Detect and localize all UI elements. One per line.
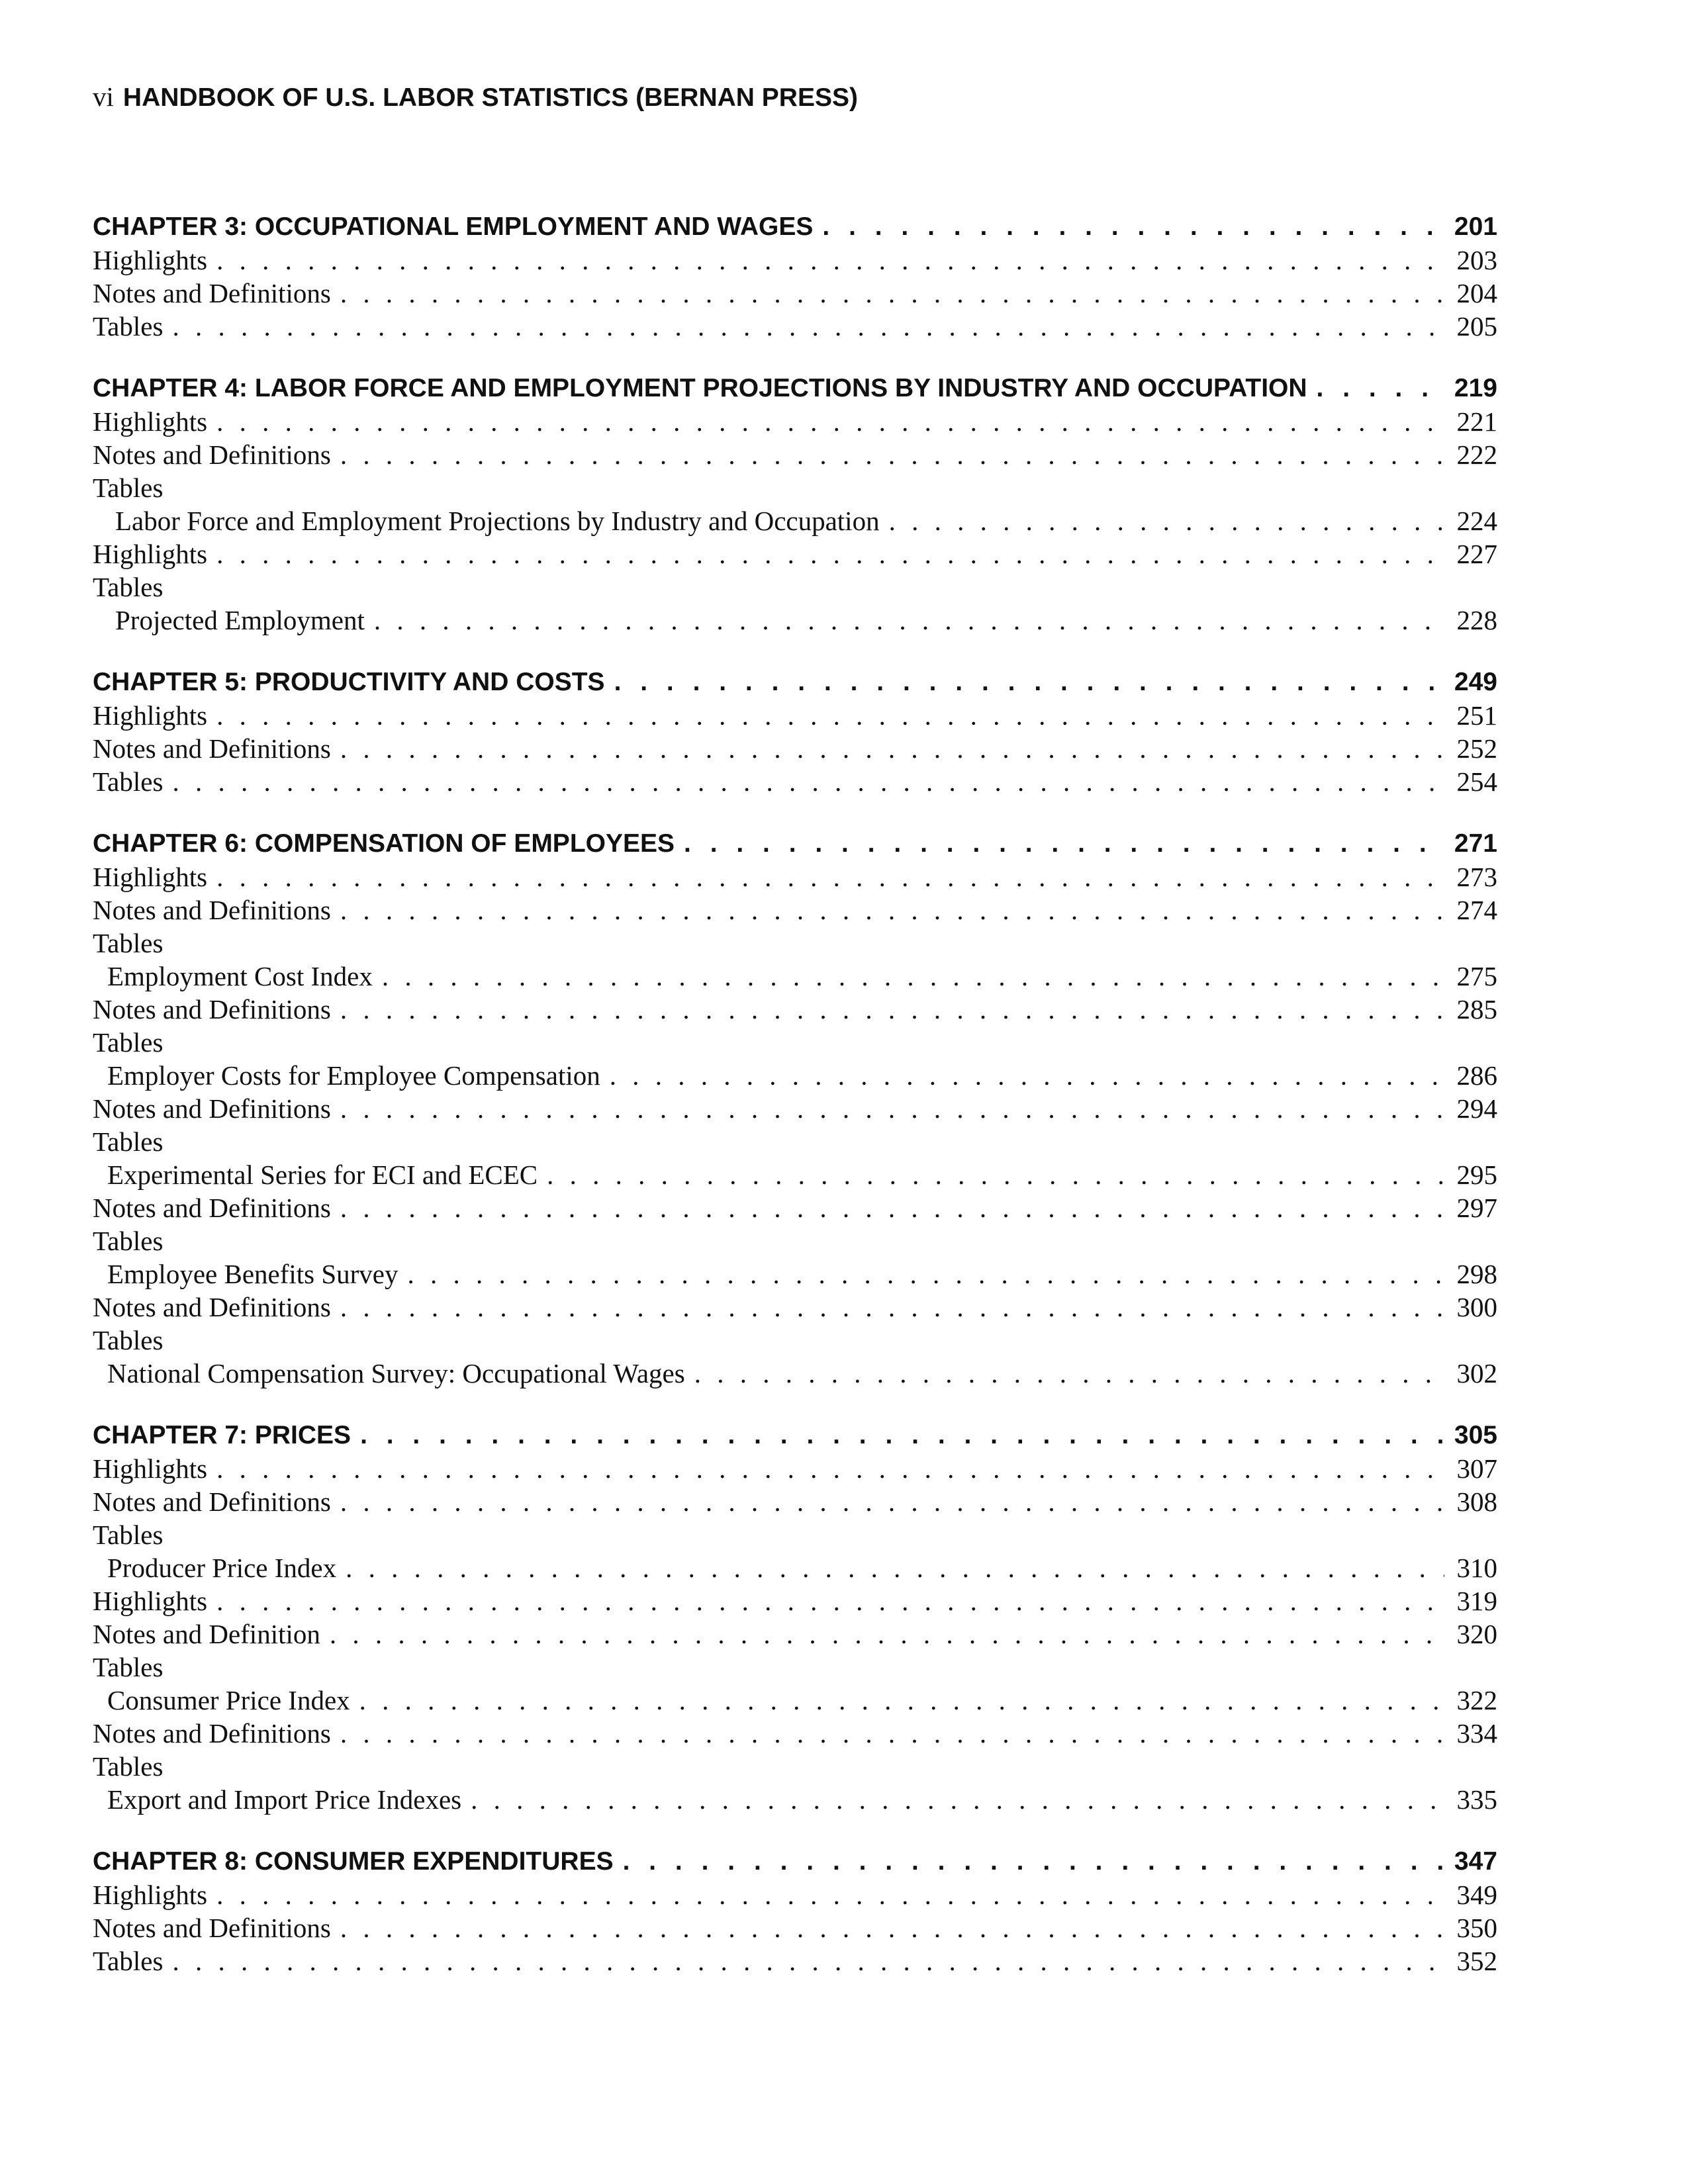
running-head-title: HANDBOOK OF U.S. LABOR STATISTICS (BERNAN PRESS)	[122, 83, 858, 112]
toc-entry-label: Tables	[93, 928, 164, 958]
toc-page-number: 298	[1456, 1259, 1497, 1289]
toc-entry-label: Employee Benefits Survey	[107, 1259, 399, 1289]
toc-entry	[93, 1783, 1497, 1816]
toc-chapter-block	[93, 210, 1497, 343]
toc-page-number: 224	[1456, 506, 1497, 536]
dot-leader	[340, 438, 1444, 471]
toc-page-number: 322	[1456, 1685, 1497, 1715]
toc-entry	[93, 1291, 1497, 1324]
dot-leader	[340, 1191, 1444, 1224]
toc-page-number: 271	[1454, 829, 1497, 858]
toc-entry-label: CHAPTER 8: CONSUMER EXPENDITURES	[93, 1847, 614, 1876]
toc-entry	[93, 1911, 1497, 1944]
toc-page-number: 294	[1456, 1093, 1497, 1124]
toc-entry	[93, 244, 1497, 277]
toc-entry-label: Tables	[93, 1126, 164, 1157]
toc-entry-label: Experimental Series for ECI and ECEC	[107, 1160, 538, 1190]
toc-entry	[93, 405, 1497, 438]
dot-leader	[340, 1291, 1444, 1324]
toc-entry-label: Tables	[93, 1751, 164, 1782]
dot-leader	[172, 310, 1444, 343]
toc-entry	[93, 310, 1497, 343]
toc-entry	[93, 1224, 1497, 1257]
dot-leader	[610, 1059, 1444, 1092]
toc-page-number: 252	[1456, 733, 1497, 764]
toc-entry	[93, 893, 1497, 927]
dot-leader	[346, 1551, 1444, 1584]
toc-chapter-heading	[93, 827, 1497, 860]
toc-entry-label: Employment Cost Index	[107, 961, 373, 991]
dot-leader	[340, 1717, 1444, 1750]
toc-page-number: 219	[1454, 374, 1497, 402]
dot-leader	[340, 1092, 1444, 1125]
toc-page-number: 310	[1456, 1553, 1497, 1583]
dot-leader	[172, 765, 1444, 798]
toc-entry	[93, 1257, 1497, 1291]
toc-entry-label: Notes and Definitions	[93, 1913, 331, 1943]
toc-page-number: 297	[1456, 1193, 1497, 1223]
dot-leader	[216, 405, 1444, 438]
dot-leader	[330, 1617, 1444, 1651]
toc-entry-label: CHAPTER 4: LABOR FORCE AND EMPLOYMENT PROJECTIONS BY INDUSTRY AND OCCUPATION	[93, 374, 1307, 402]
toc-entry	[93, 1026, 1497, 1059]
dot-leader	[216, 244, 1444, 277]
dot-leader	[340, 1485, 1444, 1518]
dot-leader	[614, 666, 1444, 699]
toc-page-number: 275	[1456, 961, 1497, 991]
dot-leader	[340, 993, 1444, 1026]
toc-entry	[93, 1684, 1497, 1717]
toc-page-number: 302	[1456, 1358, 1497, 1388]
dot-leader	[359, 1684, 1444, 1717]
toc-page-number: 286	[1456, 1060, 1497, 1091]
dot-leader	[374, 604, 1444, 637]
toc-entry	[93, 1357, 1497, 1390]
toc-entry	[93, 471, 1497, 504]
dot-leader	[547, 1158, 1444, 1191]
toc-entry-label: Notes and Definitions	[93, 1292, 331, 1322]
toc-chapter-block	[93, 827, 1497, 1390]
toc-chapter-block	[93, 1845, 1497, 1978]
toc-page-number: 251	[1456, 700, 1497, 731]
toc-entry-label: Notes and Definitions	[93, 733, 331, 764]
toc-entry	[93, 1125, 1497, 1158]
toc-entry-label: CHAPTER 7: PRICES	[93, 1421, 352, 1449]
toc-chapter-heading	[93, 372, 1497, 405]
toc-entry-label: CHAPTER 6: COMPENSATION OF EMPLOYEES	[93, 829, 675, 858]
toc-page-number: 205	[1456, 311, 1497, 341]
toc-entry	[93, 504, 1497, 537]
toc-entry	[93, 277, 1497, 310]
toc-page-number: 307	[1456, 1453, 1497, 1484]
toc-page-number: 319	[1456, 1586, 1497, 1616]
toc-page-number: 295	[1456, 1160, 1497, 1190]
toc-entry-label: Tables	[93, 473, 164, 503]
toc-entry-label: Notes and Definitions	[93, 278, 331, 308]
toc-chapter-heading	[93, 1419, 1497, 1452]
dot-leader	[408, 1257, 1444, 1291]
dot-leader	[216, 1878, 1444, 1911]
toc-chapter-heading	[93, 666, 1497, 699]
toc-entry	[93, 1059, 1497, 1092]
dot-leader	[216, 699, 1444, 732]
dot-leader	[216, 1584, 1444, 1617]
dot-leader	[172, 1944, 1444, 1978]
toc-entry-label: Employer Costs for Employee Compensation	[107, 1060, 600, 1091]
toc-page-number: 222	[1456, 439, 1497, 470]
dot-leader	[684, 827, 1444, 860]
toc-page-number: 254	[1456, 766, 1497, 797]
toc-chapter-heading	[93, 1845, 1497, 1878]
toc-entry	[93, 960, 1497, 993]
dot-leader	[822, 210, 1444, 244]
toc-page-number: 221	[1456, 406, 1497, 437]
toc-entry-label: Consumer Price Index	[107, 1685, 350, 1715]
toc-entry-label: Tables	[93, 1027, 164, 1058]
toc-entry-label: Notes and Definition	[93, 1619, 320, 1649]
toc-entry	[93, 1092, 1497, 1125]
toc-page-number: 228	[1456, 605, 1497, 635]
toc-page-number: 204	[1456, 278, 1497, 308]
toc-entry	[93, 1485, 1497, 1518]
dot-leader	[471, 1783, 1444, 1816]
dot-leader	[340, 893, 1444, 927]
toc-entry-label: Tables	[93, 1226, 164, 1256]
running-head	[93, 77, 858, 118]
toc-entry-label: Labor Force and Employment Projections by Industry and Occupation	[115, 506, 880, 536]
toc-entry-label: Tables	[93, 311, 164, 341]
toc-entry-label: Tables	[93, 1520, 164, 1550]
dot-leader	[382, 960, 1444, 993]
toc-entry-label: Highlights	[93, 406, 208, 437]
toc-page-number: 300	[1456, 1292, 1497, 1322]
toc-entry-label: Notes and Definitions	[93, 439, 331, 470]
toc-entry-label: Highlights	[93, 1453, 208, 1484]
toc-entry	[93, 927, 1497, 960]
toc-entry-label: Highlights	[93, 245, 208, 275]
toc-entry-label: Highlights	[93, 539, 208, 569]
dot-leader	[216, 537, 1444, 570]
toc-entry	[93, 1944, 1497, 1978]
toc-entry	[93, 1584, 1497, 1617]
toc-page-number: 274	[1456, 895, 1497, 925]
toc-entry	[93, 1452, 1497, 1485]
toc-entry-label: Highlights	[93, 1586, 208, 1616]
dot-leader	[623, 1845, 1444, 1878]
toc-page-number: 201	[1454, 212, 1497, 241]
dot-leader	[340, 1911, 1444, 1944]
toc-page-number: 308	[1456, 1486, 1497, 1517]
toc-entry	[93, 1158, 1497, 1191]
dot-leader	[889, 504, 1444, 537]
toc-entry	[93, 1551, 1497, 1584]
toc-entry-label: Highlights	[93, 1880, 208, 1910]
toc-entry	[93, 860, 1497, 893]
dot-leader	[360, 1419, 1444, 1452]
toc-entry	[93, 699, 1497, 732]
toc-page-number: 334	[1456, 1718, 1497, 1749]
toc-entry-label: Notes and Definitions	[93, 994, 331, 1024]
toc-entry	[93, 537, 1497, 570]
toc-entry-label: Projected Employment	[115, 605, 365, 635]
toc-entry	[93, 732, 1497, 765]
toc-entry-label: Tables	[93, 1325, 164, 1355]
toc-page-number: 273	[1456, 862, 1497, 892]
toc-entry-label: CHAPTER 5: PRODUCTIVITY AND COSTS	[93, 668, 605, 696]
toc-entry-label: Highlights	[93, 862, 208, 892]
dot-leader	[216, 860, 1444, 893]
toc-page-number: 347	[1454, 1847, 1497, 1876]
toc-entry-label: Tables	[93, 572, 164, 602]
dot-leader	[694, 1357, 1444, 1390]
table-of-contents	[93, 210, 1497, 2007]
dot-leader	[1317, 372, 1444, 405]
toc-page-number: 349	[1456, 1880, 1497, 1910]
toc-entry-label: Export and Import Price Indexes	[107, 1784, 462, 1815]
toc-page-number: 203	[1456, 245, 1497, 275]
dot-leader	[340, 732, 1444, 765]
toc-entry-label: Tables	[93, 1946, 164, 1976]
toc-entry	[93, 604, 1497, 637]
toc-entry	[93, 1651, 1497, 1684]
toc-entry-label: Notes and Definitions	[93, 1486, 331, 1517]
toc-chapter-block	[93, 1419, 1497, 1816]
page-folio: vi	[93, 81, 114, 112]
toc-entry-label: CHAPTER 3: OCCUPATIONAL EMPLOYMENT AND WAGES	[93, 212, 814, 241]
toc-entry-label: Tables	[93, 1652, 164, 1682]
toc-entry-label: Highlights	[93, 700, 208, 731]
toc-chapter-block	[93, 666, 1497, 798]
toc-entry	[93, 1617, 1497, 1651]
toc-entry-label: Notes and Definitions	[93, 1193, 331, 1223]
toc-entry	[93, 438, 1497, 471]
toc-entry	[93, 1518, 1497, 1551]
toc-page-number: 320	[1456, 1619, 1497, 1649]
dot-leader	[340, 277, 1444, 310]
dot-leader	[216, 1452, 1444, 1485]
toc-entry	[93, 570, 1497, 604]
toc-entry	[93, 1878, 1497, 1911]
toc-entry	[93, 1191, 1497, 1224]
toc-page-number: 335	[1456, 1784, 1497, 1815]
toc-page-number: 352	[1456, 1946, 1497, 1976]
toc-entry-label: Tables	[93, 766, 164, 797]
toc-entry-label: National Compensation Survey: Occupational Wages	[107, 1358, 685, 1388]
toc-entry-label: Producer Price Index	[107, 1553, 337, 1583]
toc-entry-label: Notes and Definitions	[93, 895, 331, 925]
toc-entry	[93, 1324, 1497, 1357]
toc-entry-label: Notes and Definitions	[93, 1093, 331, 1124]
toc-entry	[93, 993, 1497, 1026]
toc-entry	[93, 1717, 1497, 1750]
toc-chapter-block	[93, 372, 1497, 637]
toc-page-number: 285	[1456, 994, 1497, 1024]
toc-entry	[93, 1750, 1497, 1783]
toc-chapter-heading	[93, 210, 1497, 244]
toc-page-number: 350	[1456, 1913, 1497, 1943]
toc-entry-label: Notes and Definitions	[93, 1718, 331, 1749]
toc-page-number: 227	[1456, 539, 1497, 569]
toc-entry	[93, 765, 1497, 798]
toc-page-number: 305	[1454, 1421, 1497, 1449]
toc-page-number: 249	[1454, 668, 1497, 696]
